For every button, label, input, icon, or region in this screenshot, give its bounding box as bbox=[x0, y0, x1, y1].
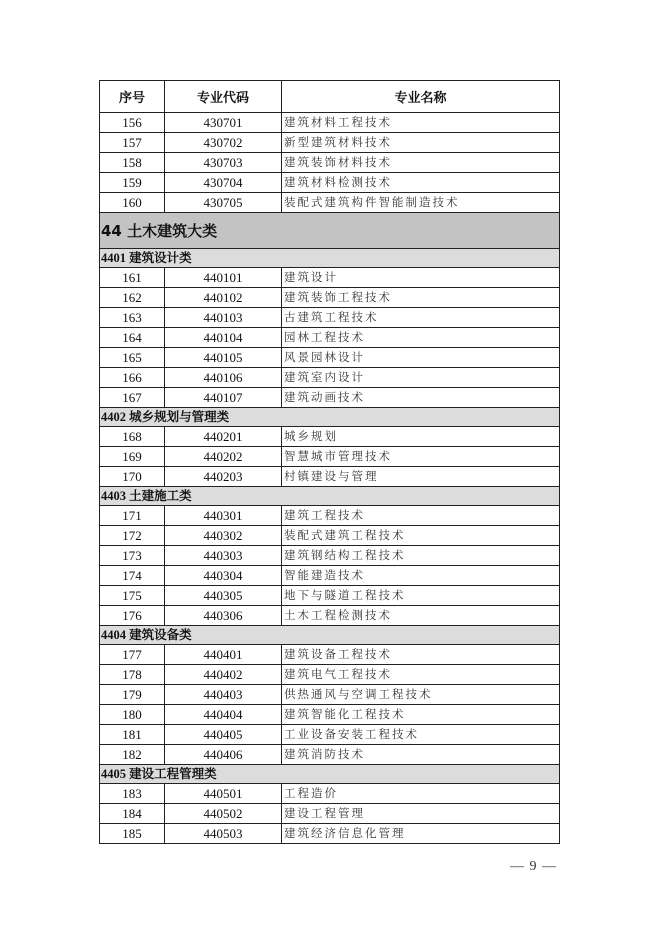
code-cell: 440306 bbox=[165, 606, 282, 626]
serial-cell: 182 bbox=[100, 745, 165, 765]
serial-cell: 176 bbox=[100, 606, 165, 626]
name-cell: 土木工程检测技术 bbox=[282, 606, 560, 626]
name-cell: 建筑设备工程技术 bbox=[282, 645, 560, 665]
serial-cell: 162 bbox=[100, 288, 165, 308]
subcategory-title: 4402 城乡规划与管理类 bbox=[100, 408, 560, 427]
table-row bbox=[100, 526, 560, 546]
serial-cell: 159 bbox=[100, 173, 165, 193]
name-cell: 建筑材料工程技术 bbox=[282, 113, 560, 133]
name-cell: 智能建造技术 bbox=[282, 566, 560, 586]
table-row bbox=[100, 348, 560, 368]
code-cell: 440304 bbox=[165, 566, 282, 586]
serial-cell: 172 bbox=[100, 526, 165, 546]
major-category-row bbox=[100, 213, 560, 249]
name-cell: 村镇建设与管理 bbox=[282, 467, 560, 487]
table-row bbox=[100, 586, 560, 606]
serial-cell: 163 bbox=[100, 308, 165, 328]
code-cell: 440501 bbox=[165, 784, 282, 804]
code-cell: 430705 bbox=[165, 193, 282, 213]
serial-cell: 175 bbox=[100, 586, 165, 606]
name-cell: 建筑装饰工程技术 bbox=[282, 288, 560, 308]
serial-cell: 161 bbox=[100, 268, 165, 288]
code-cell: 440402 bbox=[165, 665, 282, 685]
table-row bbox=[100, 153, 560, 173]
serial-cell: 156 bbox=[100, 113, 165, 133]
serial-cell: 166 bbox=[100, 368, 165, 388]
name-cell: 装配式建筑工程技术 bbox=[282, 526, 560, 546]
serial-cell: 181 bbox=[100, 725, 165, 745]
table-row bbox=[100, 725, 560, 745]
table-row bbox=[100, 173, 560, 193]
name-cell: 建筑动画技术 bbox=[282, 388, 560, 408]
subcategory-row bbox=[100, 249, 560, 268]
code-cell: 440403 bbox=[165, 685, 282, 705]
table-row bbox=[100, 824, 560, 844]
table-row bbox=[100, 467, 560, 487]
name-cell: 地下与隧道工程技术 bbox=[282, 586, 560, 606]
subcategory-title: 4403 土建施工类 bbox=[100, 487, 560, 506]
code-cell: 430704 bbox=[165, 173, 282, 193]
table-row bbox=[100, 566, 560, 586]
code-cell: 440203 bbox=[165, 467, 282, 487]
table-row bbox=[100, 804, 560, 824]
name-cell: 工程造价 bbox=[282, 784, 560, 804]
subcategory-row bbox=[100, 626, 560, 645]
serial-cell: 178 bbox=[100, 665, 165, 685]
name-cell: 建筑经济信息化管理 bbox=[282, 824, 560, 844]
table-row bbox=[100, 133, 560, 153]
code-cell: 440401 bbox=[165, 645, 282, 665]
serial-cell: 169 bbox=[100, 447, 165, 467]
serial-cell: 170 bbox=[100, 467, 165, 487]
name-cell: 装配式建筑构件智能制造技术 bbox=[282, 193, 560, 213]
table-row bbox=[100, 113, 560, 133]
table-row bbox=[100, 745, 560, 765]
serial-cell: 180 bbox=[100, 705, 165, 725]
table-body bbox=[100, 113, 560, 844]
table-row bbox=[100, 368, 560, 388]
subcategory-row bbox=[100, 487, 560, 506]
table-header-row bbox=[100, 81, 560, 113]
table-row bbox=[100, 606, 560, 626]
table-row bbox=[100, 546, 560, 566]
code-cell: 440104 bbox=[165, 328, 282, 348]
code-cell: 430703 bbox=[165, 153, 282, 173]
serial-cell: 168 bbox=[100, 427, 165, 447]
table-row bbox=[100, 288, 560, 308]
name-cell: 供热通风与空调工程技术 bbox=[282, 685, 560, 705]
serial-cell: 167 bbox=[100, 388, 165, 408]
code-cell: 430702 bbox=[165, 133, 282, 153]
name-cell: 建筑钢结构工程技术 bbox=[282, 546, 560, 566]
code-cell: 440202 bbox=[165, 447, 282, 467]
table-row bbox=[100, 427, 560, 447]
serial-cell: 164 bbox=[100, 328, 165, 348]
major-category-title: 44 土木建筑大类 bbox=[100, 213, 560, 249]
name-cell: 建设工程管理 bbox=[282, 804, 560, 824]
code-cell: 440201 bbox=[165, 427, 282, 447]
header-serial: 序号 bbox=[100, 81, 165, 113]
table-row bbox=[100, 193, 560, 213]
name-cell: 建筑装饰材料技术 bbox=[282, 153, 560, 173]
code-cell: 440503 bbox=[165, 824, 282, 844]
serial-cell: 171 bbox=[100, 506, 165, 526]
table-row bbox=[100, 388, 560, 408]
subcategory-title: 4404 建筑设备类 bbox=[100, 626, 560, 645]
code-cell: 440405 bbox=[165, 725, 282, 745]
code-cell: 440106 bbox=[165, 368, 282, 388]
subcategory-row bbox=[100, 408, 560, 427]
table-row bbox=[100, 328, 560, 348]
serial-cell: 157 bbox=[100, 133, 165, 153]
serial-cell: 179 bbox=[100, 685, 165, 705]
code-cell: 440406 bbox=[165, 745, 282, 765]
serial-cell: 160 bbox=[100, 193, 165, 213]
code-cell: 440107 bbox=[165, 388, 282, 408]
code-cell: 430701 bbox=[165, 113, 282, 133]
code-cell: 440301 bbox=[165, 506, 282, 526]
code-cell: 440102 bbox=[165, 288, 282, 308]
name-cell: 城乡规划 bbox=[282, 427, 560, 447]
name-cell: 建筑消防技术 bbox=[282, 745, 560, 765]
table-row bbox=[100, 665, 560, 685]
table-row bbox=[100, 268, 560, 288]
name-cell: 建筑设计 bbox=[282, 268, 560, 288]
subcategory-title: 4405 建设工程管理类 bbox=[100, 765, 560, 784]
table-row bbox=[100, 685, 560, 705]
name-cell: 建筑电气工程技术 bbox=[282, 665, 560, 685]
code-cell: 440305 bbox=[165, 586, 282, 606]
table-row bbox=[100, 447, 560, 467]
table-row bbox=[100, 506, 560, 526]
name-cell: 风景园林设计 bbox=[282, 348, 560, 368]
serial-cell: 174 bbox=[100, 566, 165, 586]
table-row bbox=[100, 705, 560, 725]
page-number: — 9 — bbox=[510, 859, 557, 874]
serial-cell: 173 bbox=[100, 546, 165, 566]
name-cell: 工业设备安装工程技术 bbox=[282, 725, 560, 745]
subcategory-title: 4401 建筑设计类 bbox=[100, 249, 560, 268]
majors-table bbox=[99, 80, 560, 844]
code-cell: 440303 bbox=[165, 546, 282, 566]
name-cell: 新型建筑材料技术 bbox=[282, 133, 560, 153]
table-row bbox=[100, 308, 560, 328]
serial-cell: 165 bbox=[100, 348, 165, 368]
code-cell: 440101 bbox=[165, 268, 282, 288]
header-code: 专业代码 bbox=[165, 81, 282, 113]
table-row bbox=[100, 784, 560, 804]
serial-cell: 185 bbox=[100, 824, 165, 844]
name-cell: 建筑材料检测技术 bbox=[282, 173, 560, 193]
subcategory-row bbox=[100, 765, 560, 784]
code-cell: 440404 bbox=[165, 705, 282, 725]
name-cell: 智慧城市管理技术 bbox=[282, 447, 560, 467]
table-row bbox=[100, 645, 560, 665]
code-cell: 440302 bbox=[165, 526, 282, 546]
name-cell: 建筑室内设计 bbox=[282, 368, 560, 388]
name-cell: 园林工程技术 bbox=[282, 328, 560, 348]
code-cell: 440502 bbox=[165, 804, 282, 824]
name-cell: 古建筑工程技术 bbox=[282, 308, 560, 328]
header-name: 专业名称 bbox=[282, 81, 560, 113]
code-cell: 440105 bbox=[165, 348, 282, 368]
name-cell: 建筑工程技术 bbox=[282, 506, 560, 526]
serial-cell: 177 bbox=[100, 645, 165, 665]
code-cell: 440103 bbox=[165, 308, 282, 328]
name-cell: 建筑智能化工程技术 bbox=[282, 705, 560, 725]
serial-cell: 184 bbox=[100, 804, 165, 824]
serial-cell: 183 bbox=[100, 784, 165, 804]
serial-cell: 158 bbox=[100, 153, 165, 173]
